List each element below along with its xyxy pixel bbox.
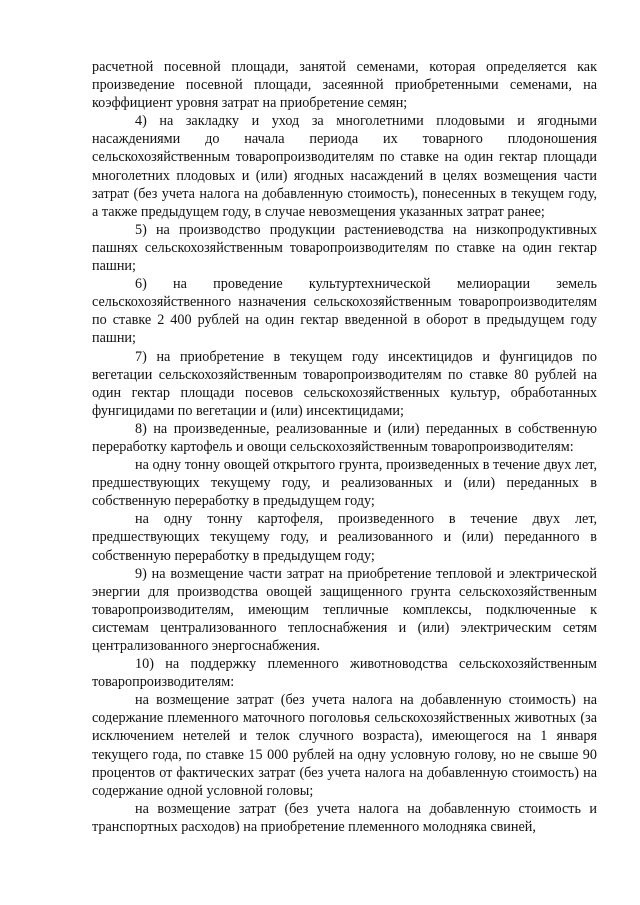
paragraph-breeding-stock-upkeep: на возмещение затрат (без учета налога на добавленную стоимость) на содержание племенного маточного поголовья сельскохозяйственных животных (за исключением нетелей и телок случного возраста), имеющегося на 1 января текущего года, по ставке 15 000 рублей на одну условную голову, но не свыше 90 процентов от фактических затрат (без учета налога на добавленную стоимость) на содержание одной условной головы; xyxy=(92,692,597,799)
paragraph-item-6-land-reclamation: 6) на проведение культуртехнической мелиорации земель сельскохозяйственного назначения сельскохозяйственным товаропроизводителям по ставке 2 400 рублей на один гектар введенной в оборот в предыдущем году пашни; xyxy=(92,276,597,347)
paragraph-item-5-low-yield-arable: 5) на производство продукции растениеводства на низкопродуктивных пашнях сельскохозяйственным товаропроизводителям по ставке на один гектар пашни; xyxy=(92,221,597,275)
paragraph-item-4-orchards: 4) на закладку и уход за многолетними плодовыми и ягодными насаждениями до начала периода их товарного плодоношения сельскохозяйственным товаропроизводителям по ставке на один гектар площади многолетних плодовых и (или) ягодных насаждений в целях возмещения части затрат (без учета налога на добавленную стоимость), понесенных в текущем году, а также предыдущем году, в случае невозмещения указанных затрат ранее; xyxy=(92,113,597,220)
paragraph-vegetables-per-ton: на одну тонну овощей открытого грунта, произведенных в течение двух лет, предшествующих текущему году, и реализованных и (или) переданных в собственную переработку в предыдущем году; xyxy=(92,457,597,510)
paragraph-item-9-energy: 9) на возмещение части затрат на приобретение тепловой и электрической энергии для производства овощей защищенного грунта сельскохозяйственным товаропроизводителям, имеющим тепличные комплексы, подключенные к системам централизованного теплоснабжения и (или) электрическим сетям централизованного энергоснабжения. xyxy=(92,565,597,654)
paragraph-young-pigs-purchase: на возмещение затрат (без учета налога на добавленную стоимость и транспортных расходов) на приобретение племенного молодняка свиней, xyxy=(92,800,597,835)
document-page xyxy=(92,58,597,836)
paragraph-item-7-pesticides: 7) на приобретение в текущем году инсектицидов и фунгицидов по вегетации сельскохозяйственным товаропроизводителям по ставке 80 рублей на один гектар площади посевов сельскохозяйственных культур, обработанных фунгицидами по вегетации и (или) инсектицидами; xyxy=(92,348,597,419)
paragraph-item-10-breeding: 10) на поддержку племенного животноводства сельскохозяйственным товаропроизводителям: xyxy=(92,656,597,691)
paragraph-potatoes-per-ton: на одну тонну картофеля, произведенного в течение двух лет, предшествующих текущему году, и реализованного и (или) переданного в собственную переработку в предыдущем году; xyxy=(92,511,597,564)
paragraph-item-8-potatoes-vegetables: 8) на произведенные, реализованные и (или) переданных в собственную переработку картофель и овощи сельскохозяйственным товаропроизводителям: xyxy=(92,420,597,455)
paragraph-seed-area-continuation: расчетной посевной площади, занятой семенами, которая определяется как произведение посевной площади, засеянной приобретенными семенами, на коэффициент уровня затрат на приобретение семян; xyxy=(92,59,597,112)
